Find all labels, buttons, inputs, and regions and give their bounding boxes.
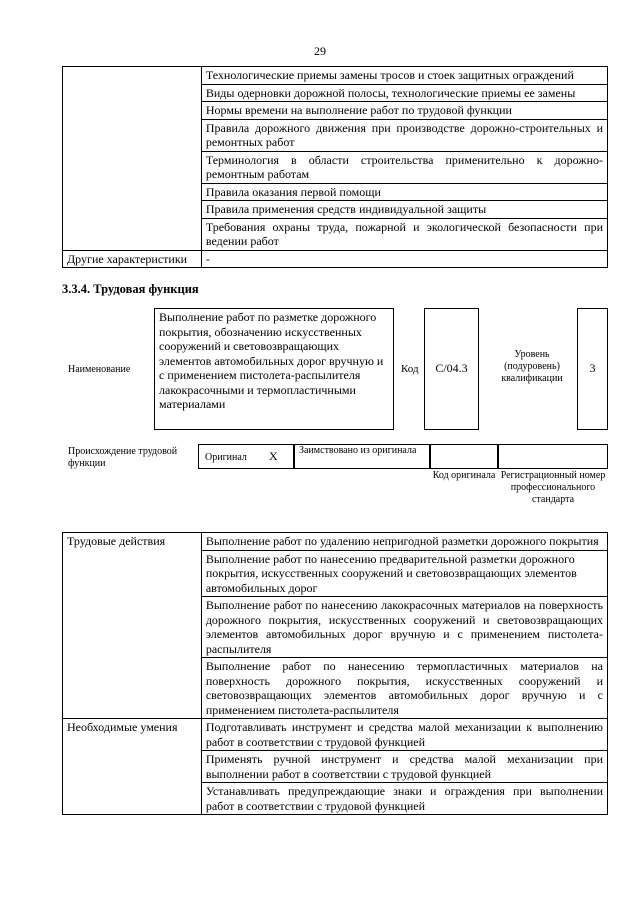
skills-label: Необходимые умения <box>63 719 202 815</box>
action-item: Выполнение работ по нанесению предварительной разметки дорожного покрытия, искусственных сооружений и световозвращающих элементов автомобильных дорог <box>201 550 607 597</box>
skill-item: Устанавливать предупреждающие знаки и ограждения при выполнении работ в соответствии с трудовой функцией <box>201 783 607 815</box>
knowledge-item: Терминология в области строительства применительно к дорожно-ремонтным работам <box>201 151 607 183</box>
page-number: 29 <box>314 44 326 58</box>
function-name: Выполнение работ по разметке дорожного покрытия, обозначению искусственных сооружений и световозвращающих элементов автомобильных дорог вручную и с применением пистолета-распылителя лакокрасочными и термопластичными материалами <box>159 310 384 411</box>
origin-borrowed-box <box>294 444 430 469</box>
skill-item: Применять ручной инструмент и средства малой механизации при выполнении работ в соответствии с трудовой функцией <box>201 751 607 783</box>
action-item: Выполнение работ по удалению непригодной разметки дорожного покрытия <box>201 533 607 551</box>
other-characteristics-value: - <box>201 250 607 268</box>
original-mark: X <box>269 449 278 463</box>
actions-label: Трудовые действия <box>63 533 202 719</box>
other-characteristics-label: Другие характеристики <box>63 250 202 268</box>
table-row <box>63 67 608 85</box>
knowledge-item: Требования охраны труда, пожарной и экологической безопасности при ведении работ <box>201 218 607 250</box>
table-row <box>63 719 608 751</box>
left-empty-cell <box>63 67 202 251</box>
section-heading: 3.3.4. Трудовая функция <box>62 282 199 296</box>
code-value: C/04.3 <box>435 361 468 375</box>
skill-item: Подготавливать инструмент и средства малой механизации к выполнению работ в соответствии с трудовой функцией <box>201 719 607 751</box>
knowledge-item: Правила оказания первой помощи <box>201 183 607 201</box>
borrowed-label: Заимствовано из оригинала <box>299 445 417 456</box>
reg-caption: Регистрационный номер профессионального стандарта <box>500 470 606 505</box>
action-item: Выполнение работ по нанесению термопластичных материалов на поверхность дорожного покрытия, искусственных сооружений и световозвращающих элементов автомобильных дорог вручную и с применением пистолета-распылителя <box>201 658 607 719</box>
level-value: 3 <box>589 361 596 375</box>
name-label: Наименование <box>68 364 131 375</box>
code-box <box>424 308 479 430</box>
level-box <box>577 308 608 430</box>
origin-original-box <box>198 444 294 469</box>
knowledge-table <box>62 66 608 268</box>
actions-skills-table <box>62 532 608 815</box>
knowledge-item: Нормы времени на выполнение работ по трудовой функции <box>201 102 607 120</box>
origin-code-box <box>430 444 498 469</box>
knowledge-item: Правила применения средств индивидуальной защиты <box>201 201 607 219</box>
knowledge-item: Виды одерновки дорожной полосы, технологические приемы ее замены <box>201 84 607 102</box>
knowledge-item: Технологические приемы замены тросов и стоек защитных ограждений <box>201 67 607 85</box>
original-label: Оригинал <box>205 452 247 463</box>
action-item: Выполнение работ по нанесению лакокрасочных материалов на поверхность дорожного покрытия, искусственных сооружений и световозвращающих элементов автомобильных дорог вручную и с применением пистолета-распылителя <box>201 597 607 658</box>
level-label: Уровень (подуровень) квалификации <box>501 349 563 384</box>
table-row <box>63 533 608 551</box>
knowledge-item: Правила дорожного движения при производстве дорожно-строительных и ремонтных работ <box>201 119 607 151</box>
table-row <box>63 250 608 268</box>
function-name-box <box>154 308 394 430</box>
origin-reg-box <box>498 444 608 469</box>
origin-label: Происхождение трудовой функции <box>68 446 178 469</box>
code-caption: Код оригинала <box>432 470 496 481</box>
code-label: Код <box>401 363 419 375</box>
